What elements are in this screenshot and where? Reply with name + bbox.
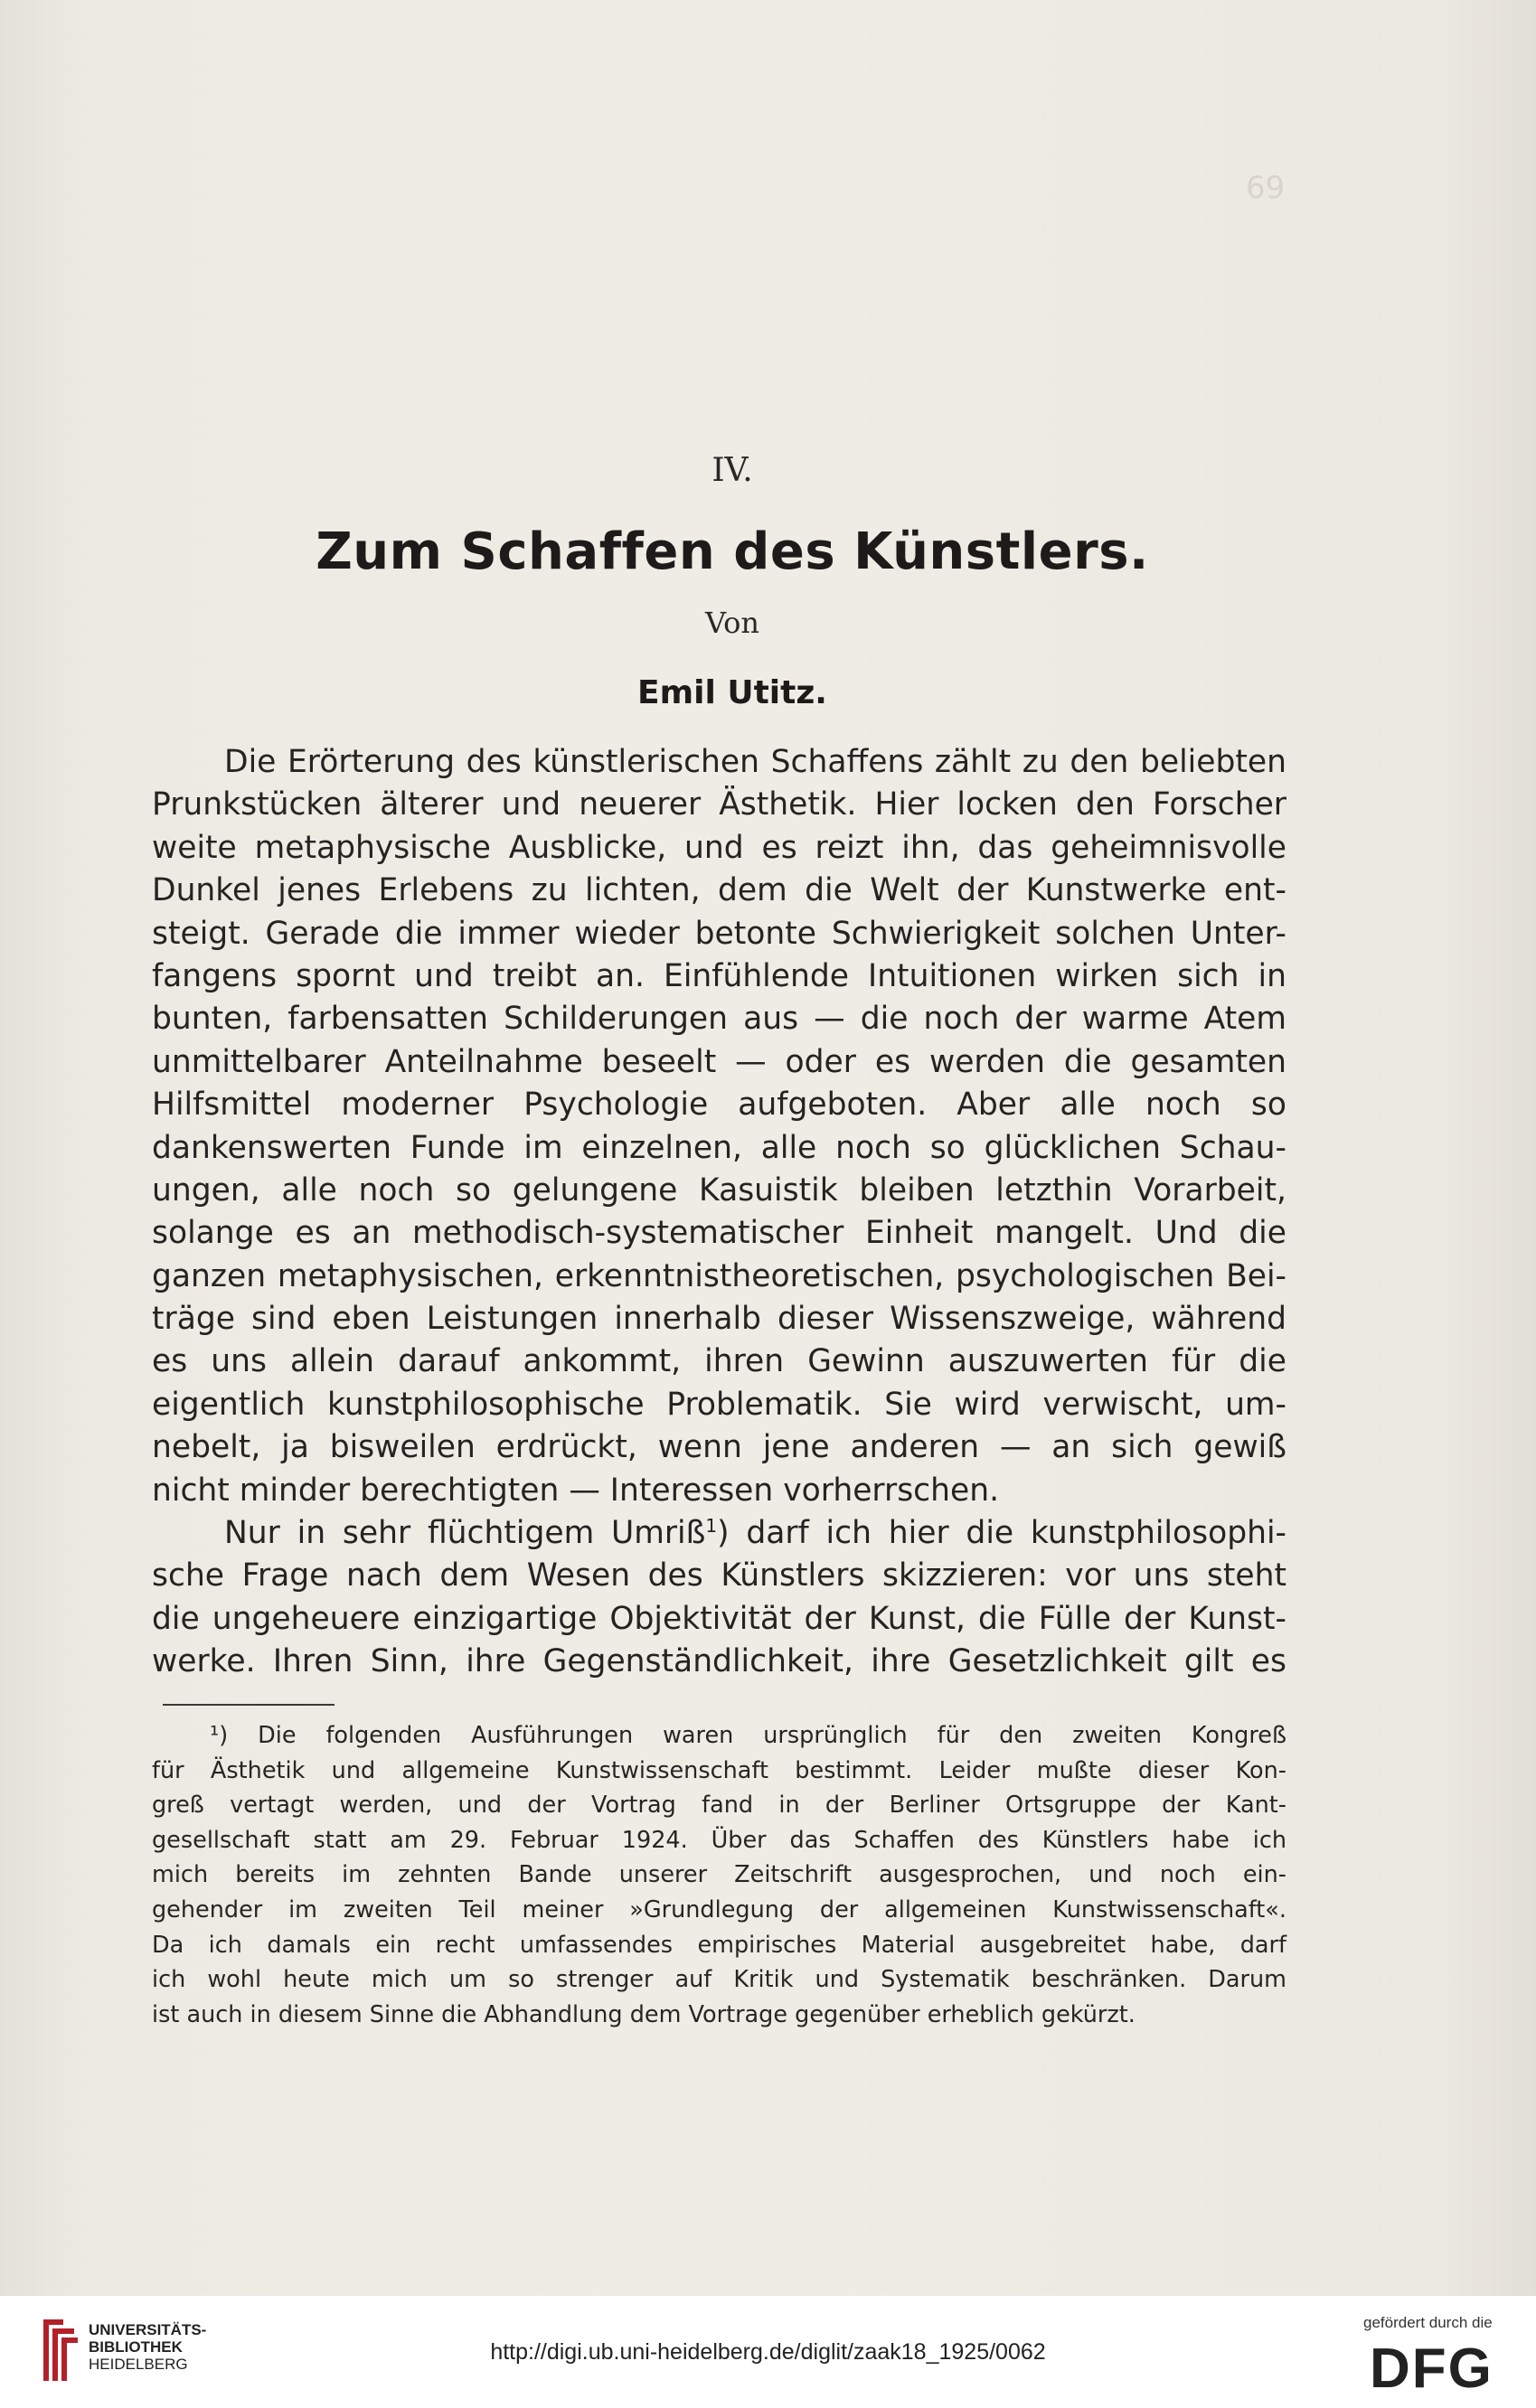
body-line: es uns allein darauf ankommt, ihren Gewinn auszuwerten für die — [152, 1343, 1286, 1380]
footnote-line: für Ästhetik und allgemeine Kunstwissenschaft bestimmt. Leider mußte dieser Kon- — [152, 1756, 1286, 1784]
body-line: Dunkel jenes Erlebens zu lichten, dem die Welt der Kunstwerke ent- — [152, 872, 1286, 909]
library-name-line: HEIDELBERG — [89, 2356, 188, 2373]
permalink-url[interactable]: http://digi.ub.uni-heidelberg.de/diglit/zaak18_1925/0062 — [490, 2339, 1046, 2365]
body-line: die ungeheuere einzigartige Objektivität der Kunst, die Fülle der Kunst- — [152, 1600, 1286, 1637]
footnote-line: ist auch in diesem Sinne die Abhandlung dem Vortrage gegenüber erheblich gekürzt. — [152, 2000, 1136, 2028]
body-line: ganzen metaphysischen, erkenntnistheoretischen, psychologischen Bei- — [152, 1257, 1286, 1294]
footnote-reference[interactable]: 1 — [705, 1515, 718, 1538]
body-line: unmittelbarer Anteilnahme beseelt — oder es werden die gesamten — [152, 1043, 1286, 1080]
body-line: dankenswerten Funde im einzelnen, alle noch so glücklichen Schau- — [152, 1129, 1286, 1166]
section-numeral: IV. — [711, 452, 753, 489]
byline: Von — [704, 606, 760, 640]
body-line: nicht minder berechtigten — Interessen vorherrschen. — [152, 1472, 1000, 1509]
funding-caption: gefördert durch die — [1363, 2314, 1493, 2331]
footnote-line: Da ich damals ein recht umfassendes empirisches Material ausgebreitet habe, darf — [152, 1931, 1286, 1959]
body-line: eigentlich kunstphilosophische Problematik. Sie wird verwischt, um- — [152, 1386, 1286, 1423]
body-line: bunten, farbensatten Schilderungen aus — die noch der warme Atem — [152, 1001, 1286, 1038]
footnote-line — [152, 1718, 1286, 1754]
body-line: ungen, alle noch so gelungene Kasuistik bleiben letzthin Vorarbeit, — [152, 1171, 1286, 1209]
footnote-text: Die folgenden Ausführungen waren ursprünglich für den zweiten Kongreß — [258, 1722, 1287, 1749]
body-line: Hilfsmittel moderner Psychologie aufgeboten. Aber alle noch so — [152, 1086, 1286, 1124]
body-line-with-footnote-ref — [152, 1512, 1286, 1555]
library-name-line: UNIVERSITÄTS- — [89, 2321, 207, 2338]
footnote-line: gesellschaft statt am 29. Februar 1924. Über das Schaffen des Künstlers habe ich — [152, 1826, 1286, 1854]
body-line: weite metaphysische Ausblicke, und es reizt ihn, das geheimnisvolle — [152, 829, 1286, 866]
article-title: Zum Schaffen des Künstlers. — [316, 522, 1149, 581]
footnote-line: mich bereits im zehnten Bande unserer Zeitschrift ausgesprochen, und noch ein- — [152, 1861, 1286, 1889]
footnote-divider — [163, 1704, 335, 1706]
footnote-line: greß vertagt werden, und der Vortrag fand in der Berliner Ortsgruppe der Kant- — [152, 1792, 1286, 1820]
body-line: werke. Ihren Sinn, ihre Gegenständlichkeit, ihre Gesetzlichkeit gilt es — [152, 1643, 1286, 1680]
library-name-line: BIBLIOTHEK — [89, 2338, 183, 2356]
body-line: fangens spornt und treibt an. Einfühlende Intuitionen wirken sich in — [152, 957, 1286, 994]
body-line: solange es an methodisch-systematischer Einheit mangelt. Und die — [152, 1215, 1286, 1252]
body-line: nebelt, ja bisweilen erdrückt, wenn jene anderen — an sich gewiß — [152, 1429, 1286, 1466]
body-line: steigt. Gerade die immer wieder betonte Schwierigkeit solchen Unter- — [152, 915, 1286, 952]
footnote-marker: ¹) — [210, 1722, 229, 1749]
body-line: sche Frage nach dem Wesen des Künstlers skizzieren: vor uns steht — [152, 1557, 1286, 1594]
footnote — [152, 1718, 1286, 2032]
body-line: Die Erörterung des künstlerischen Schaffens zählt zu den beliebten — [224, 744, 1286, 780]
body-text — [152, 741, 1286, 1684]
author-name: Emil Utitz. — [637, 674, 827, 711]
body-text-segment: ) darf ich hier die kunstphilosophi- — [717, 1515, 1287, 1552]
footnote-line: ich wohl heute mich um so strenger auf Kritik und Systematik beschränken. Darum — [152, 1966, 1286, 1994]
body-text-segment: Nur in sehr flüchtigem Umriß — [224, 1515, 706, 1552]
body-line: Prunkstücken älterer und neuerer Ästhetik. Hier locken den Forscher — [152, 786, 1286, 823]
footnote-line: gehender im zweiten Teil meiner »Grundlegung der allgemeinen Kunstwissenschaft«. — [152, 1895, 1286, 1924]
page-number: 69 — [1246, 170, 1286, 206]
body-line: träge sind eben Leistungen innerhalb dieser Wissenszweige, während — [152, 1301, 1286, 1338]
dfg-logo[interactable]: DFG — [1370, 2337, 1494, 2400]
